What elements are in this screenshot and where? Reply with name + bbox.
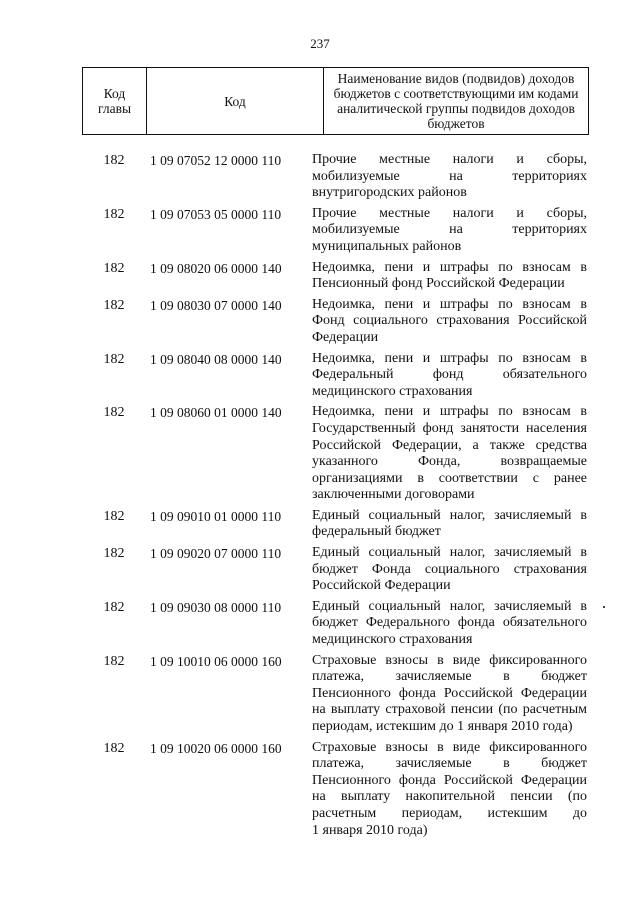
row-name-line: Российской Федерации xyxy=(312,578,451,594)
row-name-line: указанного Фонда, возвращаемые xyxy=(312,454,587,470)
row-name-line: на выплату страховой пенсии (по расчетным xyxy=(312,702,587,718)
row-name xyxy=(312,599,587,649)
table-row xyxy=(0,508,640,541)
row-name-line: Недоимка, пени и штрафы по взносам в xyxy=(312,259,587,275)
row-name-line: мобилизуемые на территориях xyxy=(312,222,587,238)
row-code: 1 09 08020 06 0000 140 xyxy=(150,260,282,276)
row-name xyxy=(312,260,587,293)
table-header xyxy=(82,67,589,135)
row-name xyxy=(312,653,587,736)
row-code-chapter: 182 xyxy=(103,297,125,313)
row-code: 1 09 07053 05 0000 110 xyxy=(150,206,282,222)
row-code-chapter: 182 xyxy=(103,546,125,562)
row-code-chapter: 182 xyxy=(103,653,125,669)
row-code: 1 09 08030 07 0000 140 xyxy=(150,297,282,313)
table-row xyxy=(0,206,640,256)
table-row xyxy=(0,404,640,504)
table-row xyxy=(0,545,640,595)
row-code-chapter: 182 xyxy=(103,351,125,367)
row-name-line: медицинского страхования xyxy=(312,632,473,648)
row-code: 1 09 09020 07 0000 110 xyxy=(150,546,282,562)
row-name-line: Пенсионного фонда Российской Федерации xyxy=(312,772,587,788)
row-name xyxy=(312,508,587,541)
row-name-line: Страховые взносы в виде фиксированного xyxy=(312,739,587,755)
margin-dot xyxy=(603,606,605,608)
row-name-line: Пенсионный фонд Российской Федерации xyxy=(312,276,565,292)
row-code: 1 09 09010 01 0000 110 xyxy=(150,508,282,524)
table-body xyxy=(0,152,640,843)
row-code: 1 09 08040 08 0000 140 xyxy=(150,351,282,367)
row-name-line: организациями в соответствии с ранее xyxy=(312,470,587,486)
row-name-line: Фонд социального страхования Российской xyxy=(312,313,587,329)
table-row xyxy=(0,297,640,347)
row-name-line: Федеральный фонд обязательного xyxy=(312,367,587,383)
table-row xyxy=(0,599,640,649)
row-name-line: Прочие местные налоги и сборы, xyxy=(312,205,587,221)
row-code-chapter: 182 xyxy=(103,260,125,276)
table-row xyxy=(0,260,640,293)
row-name xyxy=(312,152,587,202)
row-name-line: Недоимка, пени и штрафы по взносам в xyxy=(312,350,587,366)
header-code-chapter: Код главы xyxy=(83,68,147,135)
row-code-chapter: 182 xyxy=(103,405,125,421)
row-name-line: платежа, зачисляемые в бюджет xyxy=(312,756,587,772)
row-name xyxy=(312,206,587,256)
row-code: 1 09 07052 12 0000 110 xyxy=(150,153,282,168)
row-name-line: на выплату накопительной пенсии (по xyxy=(312,789,587,805)
table-row xyxy=(0,653,640,736)
row-code: 1 09 09030 08 0000 110 xyxy=(150,599,282,615)
row-name-line: бюджет Федерального фонда обязательного xyxy=(312,615,587,631)
row-name-line: 1 января 2010 года) xyxy=(312,822,428,838)
row-name-line: внутригородских районов xyxy=(312,185,467,201)
row-name-line: Федерации xyxy=(312,329,379,345)
row-name-line: периодам, истекшим до 1 января 2010 года) xyxy=(312,719,573,734)
table-row xyxy=(0,351,640,401)
row-name xyxy=(312,404,587,504)
row-name-line: мобилизуемые на территориях xyxy=(312,168,587,184)
row-name-line: Прочие местные налоги и сборы, xyxy=(312,152,587,167)
row-name-line: Российской Федерации, а также средства xyxy=(312,437,587,453)
row-name-line: Страховые взносы в виде фиксированного xyxy=(312,652,587,668)
row-name-line: федеральный бюджет xyxy=(312,524,441,540)
row-name xyxy=(312,297,587,347)
row-code-chapter: 182 xyxy=(103,153,125,168)
header-code: Код xyxy=(147,68,324,135)
page-number: 237 xyxy=(310,36,330,51)
row-name-line: расчетным периодам, истекшим до xyxy=(312,805,587,821)
row-name-line: платежа, зачисляемые в бюджет xyxy=(312,669,587,685)
row-name-line: Единый социальный налог, зачисляемый в xyxy=(312,507,587,523)
row-code-chapter: 182 xyxy=(103,206,125,222)
row-name xyxy=(312,740,587,840)
row-name-line: муниципальных районов xyxy=(312,238,462,254)
row-code-chapter: 182 xyxy=(103,740,125,756)
row-name-line: Единый социальный налог, зачисляемый в xyxy=(312,598,587,614)
header-name: Наименование видов (подвидов) доходов бюджетов с соответствующими им кодами аналитической группы подвидов доходов бюджетов xyxy=(324,68,589,135)
table-row xyxy=(0,152,640,202)
row-code-chapter: 182 xyxy=(103,508,125,524)
row-name-line: Государственный фонд занятости населения xyxy=(312,420,587,436)
row-name xyxy=(312,351,587,401)
row-name-line: медицинского страхования xyxy=(312,383,473,399)
row-code-chapter: 182 xyxy=(103,599,125,615)
row-name-line: Пенсионного фонда Российской Федерации xyxy=(312,685,587,701)
row-name-line: Единый социальный налог, зачисляемый в xyxy=(312,545,587,561)
row-code: 1 09 10020 06 0000 160 xyxy=(150,740,282,756)
row-code: 1 09 10010 06 0000 160 xyxy=(150,653,282,669)
row-name-line: заключенными договорами xyxy=(312,487,475,503)
row-name xyxy=(312,545,587,595)
row-name-line: Недоимка, пени и штрафы по взносам в xyxy=(312,296,587,312)
row-name-line: бюджет Фонда социального страхования xyxy=(312,561,587,577)
row-code: 1 09 08060 01 0000 140 xyxy=(150,405,282,421)
table-row xyxy=(0,740,640,840)
row-name-line: Недоимка, пени и штрафы по взносам в xyxy=(312,404,587,420)
